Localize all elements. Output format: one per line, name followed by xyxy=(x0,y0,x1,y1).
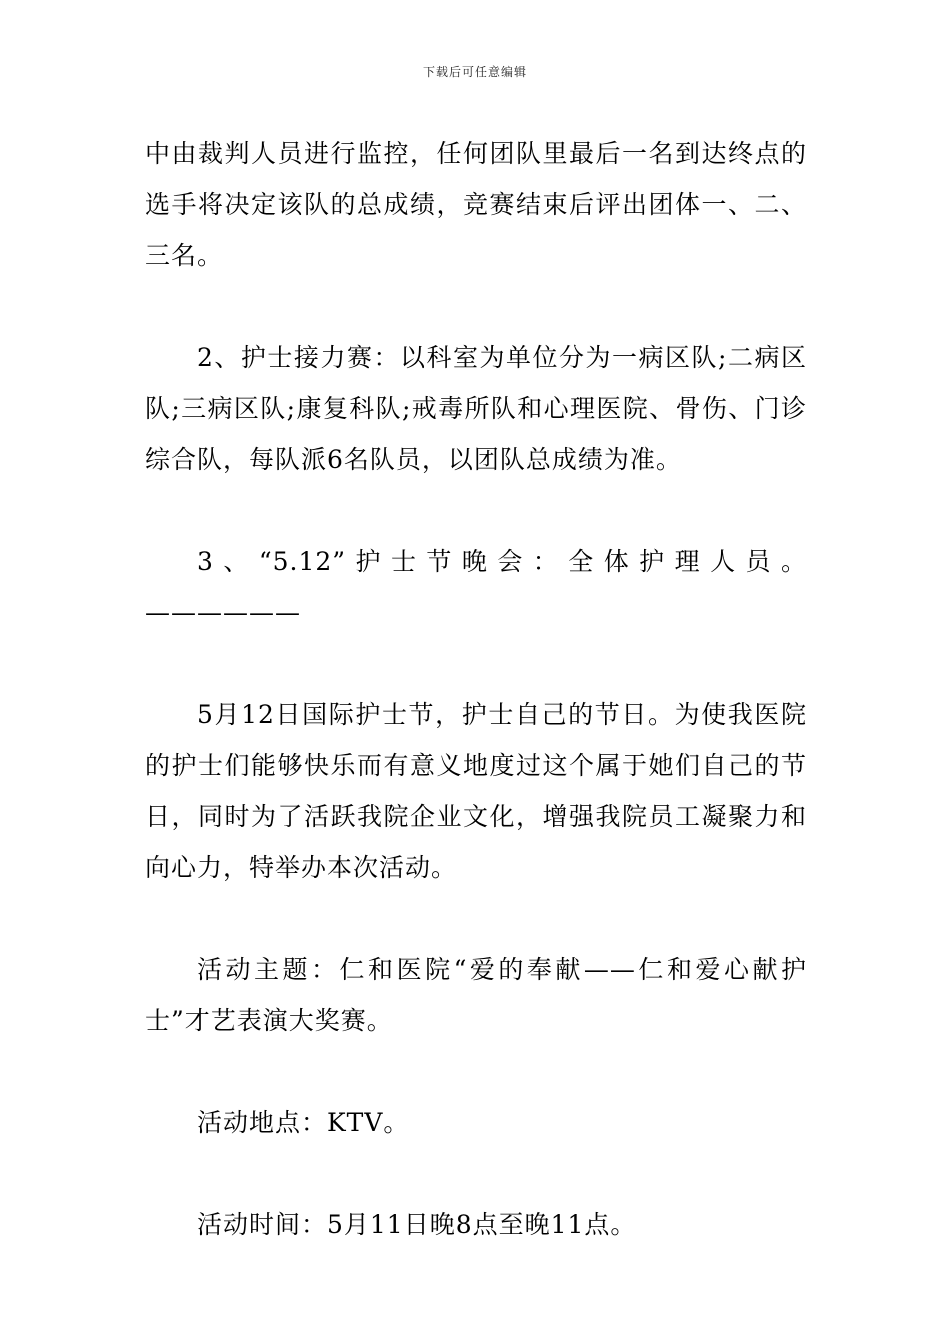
paragraph-continuation: 中由裁判人员进行监控，任何团队里最后一名到达终点的选手将决定该队的总成绩，竞赛结束后评出团体一、二、三名。 xyxy=(145,139,807,270)
paragraph-gap xyxy=(145,638,807,689)
paragraph-gap xyxy=(145,485,807,536)
header-note: 下载后可任意编辑 xyxy=(422,65,527,79)
paragraph-gap xyxy=(145,281,807,332)
document-body xyxy=(145,128,807,1250)
paragraph-gap xyxy=(145,1148,807,1199)
paragraph-nurses-day: 5月12日国际护士节，护士自己的节日。为使我医院的护士们能够快乐而有意义地度过这个属于她们自己的节日，同时为了活跃我院企业文化，增强我院员工凝聚力和向心力，特举办本次活动。 xyxy=(145,700,807,882)
paragraph-relay-race: 2、护士接力赛：以科室为单位分为一病区队;二病区队;三病区队;康复科队;戒毒所队和心理医院、骨伤、门诊综合队，每队派6名队员，以团队总成绩为准。 xyxy=(145,343,807,474)
paragraph-evening-party: 3、“5.12”护士节晚会：全体护理人员。—————— xyxy=(145,547,807,627)
paragraph-gap xyxy=(145,1046,807,1097)
paragraph-activity-location: 活动地点：KTV。 xyxy=(197,1108,410,1137)
paragraph-activity-time: 活动时间：5月11日晚8点至晚11点。 xyxy=(197,1210,637,1239)
paragraph-activity-theme: 活动主题：仁和医院“爱的奉献——仁和爱心献护士”才艺表演大奖赛。 xyxy=(145,955,807,1035)
paragraph-gap xyxy=(145,893,807,944)
